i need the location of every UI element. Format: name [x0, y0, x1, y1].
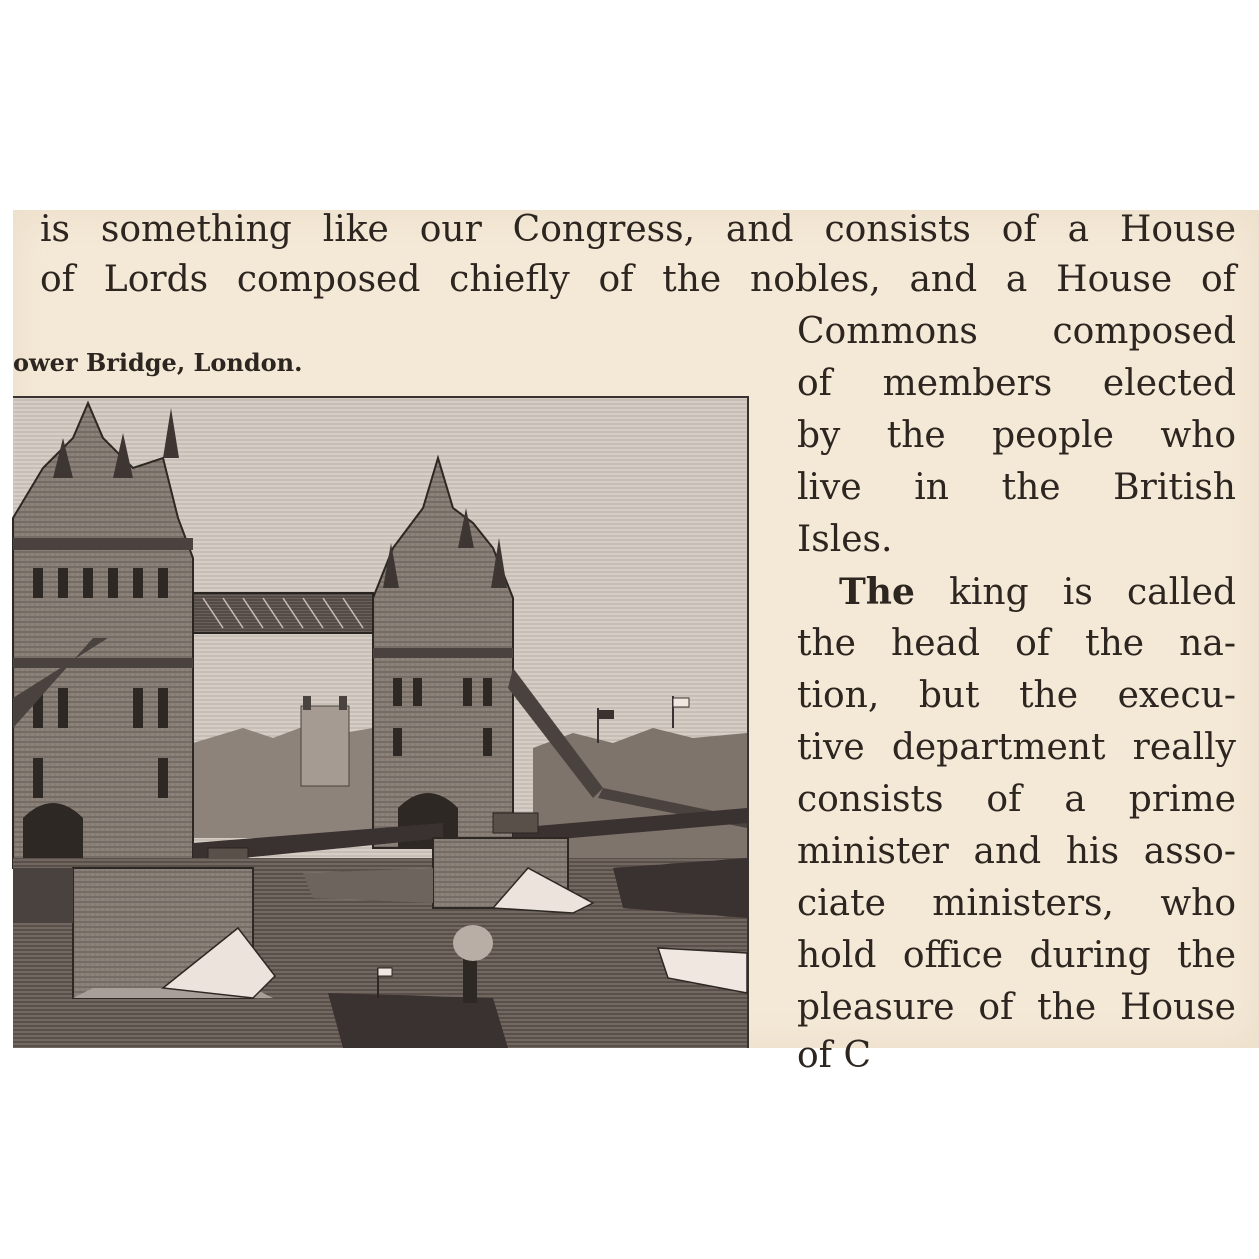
column-line-4: live in the British	[797, 467, 1236, 508]
column-line-2: of members elected	[797, 363, 1236, 404]
column-line-1: Commons composed	[797, 311, 1236, 352]
paragraph-2-first-line	[839, 571, 1236, 613]
text-line-2: of Lords composed chiefly of the nobles, and a House of	[40, 259, 1236, 300]
cut-off-line: of C	[797, 1035, 871, 1076]
column-line-3: by the people who	[797, 415, 1236, 456]
paragraph-2-line-9: pleasure of the House	[797, 987, 1236, 1028]
paragraph-2-first-rest: king is called	[914, 572, 1236, 613]
newspaper-clipping	[13, 209, 1259, 1076]
paragraph-2-line-3: tion, but the execu-	[797, 675, 1236, 716]
paragraph-2-lead-word: The	[839, 571, 915, 613]
paragraph-2-line-8: hold office during the	[797, 935, 1236, 976]
paragraph-2-line-5: consists of a prime	[797, 779, 1236, 820]
image-caption: ower Bridge, London.	[13, 348, 303, 377]
paragraph-2-line-6: minister and his asso-	[797, 831, 1236, 872]
text-line-1: is something like our Congress, and consists of a House	[40, 209, 1236, 250]
paragraph-2-line-2: the head of the na-	[797, 623, 1236, 664]
paragraph-2-line-4: tive department really	[797, 727, 1236, 768]
column-line-5: Isles.	[797, 519, 893, 560]
paragraph-2-line-7: ciate ministers, who	[797, 883, 1236, 924]
tower-bridge-engraving	[13, 396, 749, 1048]
